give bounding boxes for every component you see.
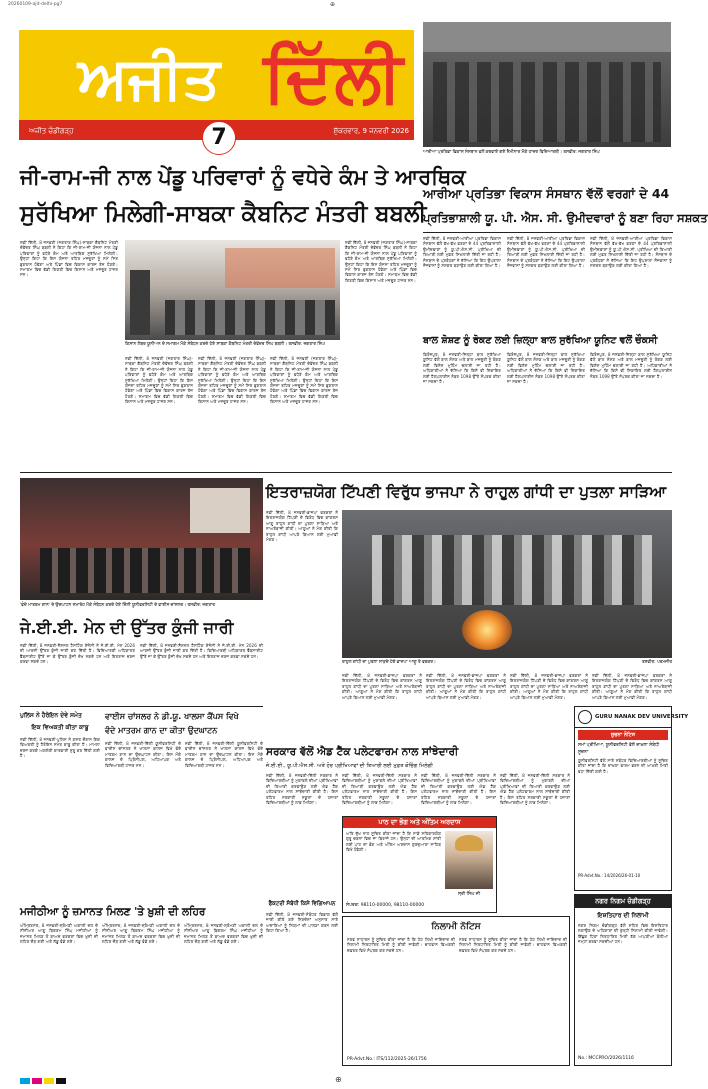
university-header xyxy=(575,707,689,728)
university-notice-title: ਸੂਚਨਾ ਨੋਟਿਸ xyxy=(578,730,668,740)
majithia-body-col-3: ਅੰਮ੍ਰਿਤਸਰ, 8 ਜਨਵਰੀ-ਸ਼੍ਰੋਮਣੀ ਅਕਾਲੀ ਦਲ ਦੇ ਸੀਨੀਅਰ ਆਗੂ ਬਿਕਰਮ ਸਿੰਘ ਮਜੀਠੀਆ ਨੂੰ ਜ਼ਮਾਨਤ ਮਿਲਣ ਤੋਂ ਬਾਅਦ ਵਰਕਰਾਂ ਵਿਚ ਖ਼ੁਸ਼ੀ ਦੀ ਲਹਿਰ ਦੌੜ ਗਈ ਅਤੇ ਲੱਡੂ ਵੰਡੇ ਗਏ। xyxy=(184,923,263,945)
govt-headline: ਸਰਕਾਰ ਵੱਲੋਂ ਐਡ ਟੈੱਕ ਪਲੇਟਫਾਰਮ ਨਾਲ ਸਾਂਝੇਦਾਰੀ xyxy=(266,746,459,758)
child-body-col-2: ਫ਼ਿਰੋਜ਼ਪੁਰ, 8 ਜਨਵਰੀ-ਜ਼ਿਲ੍ਹਾ ਬਾਲ ਸੁਰੱਖਿਆ ਯੂਨਿਟ ਵੱਲੋਂ ਬਾਲ ਸ਼ੋਸ਼ਣ ਅਤੇ ਬਾਲ ਮਜ਼ਦੂਰੀ ਨੂੰ ਰੋਕਣ ਲਈ ਵਿਸ਼ੇਸ਼ ਮੁਹਿੰਮ ਚਲਾਈ ਜਾ ਰਹੀ ਹੈ। ਅਧਿਕਾਰੀਆਂ ਨੇ ਦੱਸਿਆ ਕਿ ਕਿਸੇ ਵੀ ਸ਼ਿਕਾਇਤ ਲਈ ਹੈਲਪਲਾਈਨ ਨੰਬਰ 1098 ਉੱਤੇ ਸੰਪਰਕ ਕੀਤਾ ਜਾ ਸਕਦਾ ਹੈ। xyxy=(507,352,585,385)
nagar-nigam-body: ਨਗਰ ਨਿਗਮ ਚੰਡੀਗੜ੍ਹ ਵੱਲੋਂ ਸ਼ਹਿਰ ਵਿਚ ਇਸ਼ਤਿਹਾਰ ਲਗਾਉਣ ਦੇ ਅਧਿਕਾਰਾਂ ਦੀ ਖੁੱਲ੍ਹੀ ਨਿਲਾਮੀ ਕੀਤੀ ਜਾਵੇਗੀ। ਇੱਛੁਕ ਧਿਰਾਂ ਨਿਰਧਾਰਿਤ ਮਿਤੀ ਤੱਕ ਆਪਣੀਆਂ ਬੋਲੀਆਂ ਜਮ੍ਹਾਂ ਕਰਵਾ ਸਕਦੀਆਂ ਹਨ। xyxy=(578,923,668,945)
govt-body-col-2: ਨਵੀਂ ਦਿੱਲੀ, 8 ਜਨਵਰੀ-ਦਿੱਲੀ ਸਰਕਾਰ ਨੇ ਵਿਦਿਆਰਥੀਆਂ ਨੂੰ ਮੁਕਾਬਲੇ ਦੀਆਂ ਪ੍ਰੀਖਿਆਵਾਂ ਦੀ ਤਿਆਰੀ ਕਰਵਾਉਣ ਲਈ ਐਡ ਟੈੱਕ ਪਲੇਟਫਾਰਮ ਨਾਲ ਸਾਂਝੇਦਾਰੀ ਕੀਤੀ ਹੈ। ਇਸ ਤਹਿਤ ਸਰਕਾਰੀ ਸਕੂਲਾਂ ਦੇ ਹਜ਼ਾਰਾਂ ਵਿਦਿਆਰਥੀਆਂ ਨੂੰ ਲਾਭ ਮਿਲੇਗਾ। xyxy=(342,773,417,806)
protest-photo-caption: ਰਾਹੁਲ ਗਾਂਧੀ ਦਾ ਪੁਤਲਾ ਸਾੜਦੇ ਹੋਏ ਭਾਜਪਾ ਆਗੂ ਤੇ ਵਰਕਰ। xyxy=(342,660,436,665)
lead-body-col-5: ਨਵੀਂ ਦਿੱਲੀ, 8 ਜਨਵਰੀ (ਜਗਤਾਰ ਸਿੰਘ)-ਸਾਬਕਾ ਕੈਬਨਿਟ ਮੰਤਰੀ ਦੇਵੇਂਦਰ ਸਿੰਘ ਬਬਲੀ ਨੇ ਕਿਹਾ ਕਿ ਜੀ-ਰਾਮ-ਜੀ ਯੋਜਨਾ ਨਾਲ ਪੇਂਡੂ ਪਰਿਵਾਰਾਂ ਨੂੰ ਵਧੇਰੇ ਕੰਮ ਅਤੇ ਆਰਥਿਕ ਸੁਰੱਖਿਆ ਮਿਲੇਗੀ। ਉਨ੍ਹਾਂ ਕਿਹਾ ਕਿ ਇਸ ਯੋਜਨਾ ਤਹਿਤ ਮਜ਼ਦੂਰਾਂ ਨੂੰ ਸਮੇਂ ਸਿਰ ਭੁਗਤਾਨ ਹੋਵੇਗਾ ਅਤੇ ਪਿੰਡਾਂ ਵਿਚ ਵਿਕਾਸ ਕਾਰਜ ਤੇਜ਼ ਹੋਣਗੇ। ਸਮਾਗਮ ਵਿਚ ਵੱਡੀ ਗਿਣਤੀ ਵਿਚ ਕਿਸਾਨ ਅਤੇ ਮਜ਼ਦੂਰ ਹਾਜ਼ਰ ਸਨ। xyxy=(345,240,417,283)
majithia-headline: ਮਜੀਠੀਆ ਨੂੰ ਜ਼ਮਾਨਤ ਮਿਲਣ 'ਤੇ ਖ਼ੁਸ਼ੀ ਦੀ ਲਹਿਰ xyxy=(20,906,206,918)
print-slug: 20260109-ajit-delhi-pg7 xyxy=(8,2,63,7)
arya-headline-line-1: ਆਰੀਆ ਪ੍ਰਤਿਭਾ ਵਿਕਾਸ ਸੰਸਥਾਨ ਵੱਲੋਂ ਵਰਗਾਂ ਦੇ 44 xyxy=(423,186,670,201)
tribute-portrait xyxy=(445,831,493,889)
classroom-photo-caption: ਆਰੀਆ ਪ੍ਰਤਿਭਾ ਵਿਕਾਸ ਸੰਸਥਾਨ ਵਲੋਂ ਕਰਵਾਏ ਗਏ ਸੈਮੀਨਾਰ ਮੌਕੇ ਹਾਜ਼ਰ ਵਿਦਿਆਰਥੀ। ਤਸਵੀਰ: ਜਗਤਾਰ ਸਿੰਘ xyxy=(423,150,600,155)
tribute-name: ਸ੍ਰੀ ਸਿੰਘ ਜੀ xyxy=(457,892,481,897)
police-body: ਨਵੀਂ ਦਿੱਲੀ, 8 ਜਨਵਰੀ-ਪੁਲਿਸ ਨੇ ਗਸ਼ਤ ਦੌਰਾਨ ਇਕ ਵਿਅਕਤੀ ਨੂੰ ਹੈਰੋਇਨ ਸਮੇਤ ਕਾਬੂ ਕੀਤਾ ਹੈ। ਮਾਮਲਾ ਦਰਜ ਕਰਕੇ ਅਗਲੇਰੀ ਕਾਰਵਾਈ ਸ਼ੁਰੂ ਕਰ ਦਿੱਤੀ ਗਈ ਹੈ। xyxy=(20,737,100,759)
govt-subhead: ਜੇ.ਈ.ਈ., ਯੂ.ਪੀ.ਐਸ.ਸੀ. ਅਤੇ ਹੋਰ ਪ੍ਰੀਖਿਆਵਾਂ ਦੀ ਤਿਆਰੀ ਲਈ ਮੁਫ਼ਤ ਕੋਚਿੰਗ ਮਿਲੇਗੀ xyxy=(266,763,433,769)
masthead-left-title: ਅਜੀਤ xyxy=(77,44,221,112)
arya-body-col-1: ਨਵੀਂ ਦਿੱਲੀ, 8 ਜਨਵਰੀ-ਆਰੀਆ ਪ੍ਰਤਿਭਾ ਵਿਕਾਸ ਸੰਸਥਾਨ ਵੱਲੋਂ ਵੱਖ-ਵੱਖ ਵਰਗਾਂ ਦੇ 44 ਪ੍ਰਤਿਭਾਸ਼ਾਲੀ ਉਮੀਦਵਾਰਾਂ ਨੂੰ ਯੂ.ਪੀ.ਐਸ.ਸੀ. ਪ੍ਰੀਖਿਆ ਦੀ ਤਿਆਰੀ ਲਈ ਮੁਫ਼ਤ ਸਿਖਲਾਈ ਦਿੱਤੀ ਜਾ ਰਹੀ ਹੈ। ਸੰਸਥਾਨ ਦੇ ਪ੍ਰਬੰਧਕਾਂ ਨੇ ਦੱਸਿਆ ਕਿ ਇਹ ਉਪਰਾਲਾ ਨੌਜਵਾਨਾਂ ਨੂੰ ਸਸ਼ਕਤ ਬਣਾਉਣ ਲਈ ਕੀਤਾ ਗਿਆ ਹੈ। xyxy=(423,236,501,269)
university-ref: PR-Advt.No.: 14/2026/26-01-10 xyxy=(578,873,641,878)
lead-headline-line-2: ਸੁਰੱਖਿਆ ਮਿਲੇਗੀ-ਸਾਬਕਾ ਕੈਬਨਿਟ ਮੰਤਰੀ ਬਬਲੀ xyxy=(20,201,427,227)
section-rule-2 xyxy=(20,706,263,707)
jee-body-col-1: ਨਵੀਂ ਦਿੱਲੀ, 8 ਜਨਵਰੀ-ਨੈਸ਼ਨਲ ਟੈਸਟਿੰਗ ਏਜੰਸੀ ਨੇ ਜੇ.ਈ.ਈ. ਮੇਨ 2026 ਦੀ ਆਰਜ਼ੀ ਉੱਤਰ ਕੁੰਜੀ ਜਾਰੀ ਕਰ ਦਿੱਤੀ ਹੈ। ਵਿਦਿਆਰਥੀ ਅਧਿਕਾਰਤ ਵੈੱਬਸਾਈਟ ਉੱਤੇ ਜਾ ਕੇ ਉੱਤਰ ਕੁੰਜੀ ਦੇਖ ਸਕਦੇ ਹਨ ਅਤੇ ਇਤਰਾਜ਼ ਦਰਜ ਕਰਵਾ ਸਕਦੇ ਹਨ। xyxy=(20,643,135,665)
protest-body-col-3: ਨਵੀਂ ਦਿੱਲੀ, 8 ਜਨਵਰੀ-ਭਾਜਪਾ ਵਰਕਰਾਂ ਨੇ ਇਤਰਾਜ਼ਯੋਗ ਟਿੱਪਣੀ ਦੇ ਵਿਰੋਧ ਵਿਚ ਕਾਂਗਰਸ ਆਗੂ ਰਾਹੁਲ ਗਾਂਧੀ ਦਾ ਪੁਤਲਾ ਸਾੜਿਆ ਅਤੇ ਨਾਅਰੇਬਾਜ਼ੀ ਕੀਤੀ। ਆਗੂਆਂ ਨੇ ਮੰਗ ਕੀਤੀ ਕਿ ਰਾਹੁਲ ਗਾਂਧੀ ਆਪਣੇ ਬਿਆਨ ਲਈ ਮੁਆਫ਼ੀ ਮੰਗਣ। xyxy=(426,673,506,700)
university-body: ਯੂਨੀਵਰਸਿਟੀ ਵੱਲੋਂ ਸਾਰੇ ਸਬੰਧਤ ਵਿਦਿਆਰਥੀਆਂ ਨੂੰ ਸੂਚਿਤ ਕੀਤਾ ਜਾਂਦਾ ਹੈ ਕਿ ਦਾਖ਼ਲਾ ਫਾਰਮ ਭਰਨ ਦੀ ਆਖ਼ਰੀ ਮਿਤੀ ਵਧਾ ਦਿੱਤੀ ਗਈ ਹੈ। xyxy=(578,758,668,774)
masthead xyxy=(19,30,414,150)
lead-headline-line-1: ਜੀ-ਰਾਮ-ਜੀ ਨਾਲ ਪੇਂਡੂ ਪਰਿਵਾਰਾਂ ਨੂੰ ਵਧੇਰੇ ਕੰਮ ਤੇ ਆਰਥਿਕ xyxy=(20,165,466,189)
lead-body-col-4: ਨਵੀਂ ਦਿੱਲੀ, 8 ਜਨਵਰੀ (ਜਗਤਾਰ ਸਿੰਘ)-ਸਾਬਕਾ ਕੈਬਨਿਟ ਮੰਤਰੀ ਦੇਵੇਂਦਰ ਸਿੰਘ ਬਬਲੀ ਨੇ ਕਿਹਾ ਕਿ ਜੀ-ਰਾਮ-ਜੀ ਯੋਜਨਾ ਨਾਲ ਪੇਂਡੂ ਪਰਿਵਾਰਾਂ ਨੂੰ ਵਧੇਰੇ ਕੰਮ ਅਤੇ ਆਰਥਿਕ ਸੁਰੱਖਿਆ ਮਿਲੇਗੀ। ਉਨ੍ਹਾਂ ਕਿਹਾ ਕਿ ਇਸ ਯੋਜਨਾ ਤਹਿਤ ਮਜ਼ਦੂਰਾਂ ਨੂੰ ਸਮੇਂ ਸਿਰ ਭੁਗਤਾਨ ਹੋਵੇਗਾ ਅਤੇ ਪਿੰਡਾਂ ਵਿਚ ਵਿਕਾਸ ਕਾਰਜ ਤੇਜ਼ ਹੋਣਗੇ। ਸਮਾਗਮ ਵਿਚ ਵੱਡੀ ਗਿਣਤੀ ਵਿਚ ਕਿਸਾਨ ਅਤੇ ਮਜ਼ਦੂਰ ਹਾਜ਼ਰ ਸਨ। xyxy=(270,356,338,405)
lead-body-col-3: ਨਵੀਂ ਦਿੱਲੀ, 8 ਜਨਵਰੀ (ਜਗਤਾਰ ਸਿੰਘ)-ਸਾਬਕਾ ਕੈਬਨਿਟ ਮੰਤਰੀ ਦੇਵੇਂਦਰ ਸਿੰਘ ਬਬਲੀ ਨੇ ਕਿਹਾ ਕਿ ਜੀ-ਰਾਮ-ਜੀ ਯੋਜਨਾ ਨਾਲ ਪੇਂਡੂ ਪਰਿਵਾਰਾਂ ਨੂੰ ਵਧੇਰੇ ਕੰਮ ਅਤੇ ਆਰਥਿਕ ਸੁਰੱਖਿਆ ਮਿਲੇਗੀ। ਉਨ੍ਹਾਂ ਕਿਹਾ ਕਿ ਇਸ ਯੋਜਨਾ ਤਹਿਤ ਮਜ਼ਦੂਰਾਂ ਨੂੰ ਸਮੇਂ ਸਿਰ ਭੁਗਤਾਨ ਹੋਵੇਗਾ ਅਤੇ ਪਿੰਡਾਂ ਵਿਚ ਵਿਕਾਸ ਕਾਰਜ ਤੇਜ਼ ਹੋਣਗੇ। ਸਮਾਗਮ ਵਿਚ ਵੱਡੀ ਗਿਣਤੀ ਵਿਚ ਕਿਸਾਨ ਅਤੇ ਮਜ਼ਦੂਰ ਹਾਜ਼ਰ ਸਨ। xyxy=(198,356,266,405)
nagar-nigam-ad xyxy=(574,894,672,1066)
vc-headline-line-2: ਵੰਦੇ ਮਾਤਰਮ ਗਾਨ ਦਾ ਕੀਤਾ ਉਦਘਾਟਨ xyxy=(105,726,218,735)
child-body-col-3: ਫ਼ਿਰੋਜ਼ਪੁਰ, 8 ਜਨਵਰੀ-ਜ਼ਿਲ੍ਹਾ ਬਾਲ ਸੁਰੱਖਿਆ ਯੂਨਿਟ ਵੱਲੋਂ ਬਾਲ ਸ਼ੋਸ਼ਣ ਅਤੇ ਬਾਲ ਮਜ਼ਦੂਰੀ ਨੂੰ ਰੋਕਣ ਲਈ ਵਿਸ਼ੇਸ਼ ਮੁਹਿੰਮ ਚਲਾਈ ਜਾ ਰਹੀ ਹੈ। ਅਧਿਕਾਰੀਆਂ ਨੇ ਦੱਸਿਆ ਕਿ ਕਿਸੇ ਵੀ ਸ਼ਿਕਾਇਤ ਲਈ ਹੈਲਪਲਾਈਨ ਨੰਬਰ 1098 ਉੱਤੇ ਸੰਪਰਕ ਕੀਤਾ ਜਾ ਸਕਦਾ ਹੈ। xyxy=(590,352,672,379)
tribute-body: ਅਤਿ ਦੁੱਖ ਨਾਲ ਸੂਚਿਤ ਕੀਤਾ ਜਾਂਦਾ ਹੈ ਕਿ ਸਾਡੇ ਸਤਿਕਾਰਯੋਗ ਗੁਰੂ ਚਰਨਾਂ ਵਿਚ ਜਾ ਬਿਰਾਜੇ ਹਨ। ਉਨ੍ਹਾਂ ਦੀ ਆਤਮਿਕ ਸ਼ਾਂਤੀ ਲਈ ਪਾਠ ਦਾ ਭੋਗ ਅਤੇ ਅੰਤਿਮ ਅਰਦਾਸ ਗੁਰਦੁਆਰਾ ਸਾਹਿਬ ਵਿਖੇ ਹੋਵੇਗੀ। xyxy=(346,831,441,853)
color-registration-strip: ⊕ xyxy=(20,1078,660,1084)
majithia-body-col-1: ਅੰਮ੍ਰਿਤਸਰ, 8 ਜਨਵਰੀ-ਸ਼੍ਰੋਮਣੀ ਅਕਾਲੀ ਦਲ ਦੇ ਸੀਨੀਅਰ ਆਗੂ ਬਿਕਰਮ ਸਿੰਘ ਮਜੀਠੀਆ ਨੂੰ ਜ਼ਮਾਨਤ ਮਿਲਣ ਤੋਂ ਬਾਅਦ ਵਰਕਰਾਂ ਵਿਚ ਖ਼ੁਸ਼ੀ ਦੀ ਲਹਿਰ ਦੌੜ ਗਈ ਅਤੇ ਲੱਡੂ ਵੰਡੇ ਗਏ। xyxy=(20,923,98,945)
protest-body-col-1: ਨਵੀਂ ਦਿੱਲੀ, 8 ਜਨਵਰੀ-ਭਾਜਪਾ ਵਰਕਰਾਂ ਨੇ ਇਤਰਾਜ਼ਯੋਗ ਟਿੱਪਣੀ ਦੇ ਵਿਰੋਧ ਵਿਚ ਕਾਂਗਰਸ ਆਗੂ ਰਾਹੁਲ ਗਾਂਧੀ ਦਾ ਪੁਤਲਾ ਸਾੜਿਆ ਅਤੇ ਨਾਅਰੇਬਾਜ਼ੀ ਕੀਤੀ। ਆਗੂਆਂ ਨੇ ਮੰਗ ਕੀਤੀ ਕਿ ਰਾਹੁਲ ਗਾਂਧੀ ਆਪਣੇ ਬਿਆਨ ਲਈ ਮੁਆਫ਼ੀ ਮੰਗਣ। xyxy=(266,510,338,543)
majithia-body-col-2: ਅੰਮ੍ਰਿਤਸਰ, 8 ਜਨਵਰੀ-ਸ਼੍ਰੋਮਣੀ ਅਕਾਲੀ ਦਲ ਦੇ ਸੀਨੀਅਰ ਆਗੂ ਬਿਕਰਮ ਸਿੰਘ ਮਜੀਠੀਆ ਨੂੰ ਜ਼ਮਾਨਤ ਮਿਲਣ ਤੋਂ ਬਾਅਦ ਵਰਕਰਾਂ ਵਿਚ ਖ਼ੁਸ਼ੀ ਦੀ ਲਹਿਰ ਦੌੜ ਗਈ ਅਤੇ ਲੱਡੂ ਵੰਡੇ ਗਏ। xyxy=(102,923,180,945)
protest-photo-credit: ਤਸਵੀਰ: ਪਰਮਜੀਤ xyxy=(641,660,672,665)
child-headline: ਬਾਲ ਸ਼ੋਸ਼ਣ ਨੂੰ ਰੋਕਣ ਲਈ ਜ਼ਿਲ੍ਹਾ ਬਾਲ ਸੁਰੱਖਿਆ ਯੂਨਿਟ ਵਲੋਂ ਚੌਕਸੀ xyxy=(423,335,658,346)
protest-body-col-4: ਨਵੀਂ ਦਿੱਲੀ, 8 ਜਨਵਰੀ-ਭਾਜਪਾ ਵਰਕਰਾਂ ਨੇ ਇਤਰਾਜ਼ਯੋਗ ਟਿੱਪਣੀ ਦੇ ਵਿਰੋਧ ਵਿਚ ਕਾਂਗਰਸ ਆਗੂ ਰਾਹੁਲ ਗਾਂਧੀ ਦਾ ਪੁਤਲਾ ਸਾੜਿਆ ਅਤੇ ਨਾਅਰੇਬਾਜ਼ੀ ਕੀਤੀ। ਆਗੂਆਂ ਨੇ ਮੰਗ ਕੀਤੀ ਕਿ ਰਾਹੁਲ ਗਾਂਧੀ ਆਪਣੇ ਬਿਆਨ ਲਈ ਮੁਆਫ਼ੀ ਮੰਗਣ। xyxy=(510,673,588,700)
lead-photo xyxy=(125,240,340,340)
child-body-col-1: ਫ਼ਿਰੋਜ਼ਪੁਰ, 8 ਜਨਵਰੀ-ਜ਼ਿਲ੍ਹਾ ਬਾਲ ਸੁਰੱਖਿਆ ਯੂਨਿਟ ਵੱਲੋਂ ਬਾਲ ਸ਼ੋਸ਼ਣ ਅਤੇ ਬਾਲ ਮਜ਼ਦੂਰੀ ਨੂੰ ਰੋਕਣ ਲਈ ਵਿਸ਼ੇਸ਼ ਮੁਹਿੰਮ ਚਲਾਈ ਜਾ ਰਹੀ ਹੈ। ਅਧਿਕਾਰੀਆਂ ਨੇ ਦੱਸਿਆ ਕਿ ਕਿਸੇ ਵੀ ਸ਼ਿਕਾਇਤ ਲਈ ਹੈਲਪਲਾਈਨ ਨੰਬਰ 1098 ਉੱਤੇ ਸੰਪਰਕ ਕੀਤਾ ਜਾ ਸਕਦਾ ਹੈ। xyxy=(423,352,501,385)
nagar-nigam-subtitle: ਇਸ਼ਤਿਹਾਰ ਦੀ ਨਿਲਾਮੀ xyxy=(597,912,649,919)
vc-body-col-2: ਨਵੀਂ ਦਿੱਲੀ, 8 ਜਨਵਰੀ-ਦਿੱਲੀ ਯੂਨੀਵਰਸਿਟੀ ਦੇ ਵਾਈਸ ਚਾਂਸਲਰ ਨੇ ਖਾਲਸਾ ਕਾਲਜ ਵਿਖੇ ਵੰਦੇ ਮਾਤਰਮ ਗਾਨ ਦਾ ਉਦਘਾਟਨ ਕੀਤਾ। ਇਸ ਮੌਕੇ ਕਾਲਜ ਦੇ ਪ੍ਰਿੰਸੀਪਲ, ਅਧਿਆਪਕ ਅਤੇ ਵਿਦਿਆਰਥੀ ਹਾਜ਼ਰ ਸਨ। xyxy=(185,741,263,768)
notice-ref: PR-Advt.No.: ITS/112/2025-26/1756 xyxy=(347,1057,427,1062)
university-logo-icon xyxy=(578,710,592,724)
university-ad xyxy=(574,706,689,891)
arya-body-col-3: ਨਵੀਂ ਦਿੱਲੀ, 8 ਜਨਵਰੀ-ਆਰੀਆ ਪ੍ਰਤਿਭਾ ਵਿਕਾਸ ਸੰਸਥਾਨ ਵੱਲੋਂ ਵੱਖ-ਵੱਖ ਵਰਗਾਂ ਦੇ 44 ਪ੍ਰਤਿਭਾਸ਼ਾਲੀ ਉਮੀਦਵਾਰਾਂ ਨੂੰ ਯੂ.ਪੀ.ਐਸ.ਸੀ. ਪ੍ਰੀਖਿਆ ਦੀ ਤਿਆਰੀ ਲਈ ਮੁਫ਼ਤ ਸਿਖਲਾਈ ਦਿੱਤੀ ਜਾ ਰਹੀ ਹੈ। ਸੰਸਥਾਨ ਦੇ ਪ੍ਰਬੰਧਕਾਂ ਨੇ ਦੱਸਿਆ ਕਿ ਇਹ ਉਪਰਾਲਾ ਨੌਜਵਾਨਾਂ ਨੂੰ ਸਸ਼ਕਤ ਬਣਾਉਣ ਲਈ ਕੀਤਾ ਗਿਆ ਹੈ। xyxy=(590,236,672,269)
arya-body-col-2: ਨਵੀਂ ਦਿੱਲੀ, 8 ਜਨਵਰੀ-ਆਰੀਆ ਪ੍ਰਤਿਭਾ ਵਿਕਾਸ ਸੰਸਥਾਨ ਵੱਲੋਂ ਵੱਖ-ਵੱਖ ਵਰਗਾਂ ਦੇ 44 ਪ੍ਰਤਿਭਾਸ਼ਾਲੀ ਉਮੀਦਵਾਰਾਂ ਨੂੰ ਯੂ.ਪੀ.ਐਸ.ਸੀ. ਪ੍ਰੀਖਿਆ ਦੀ ਤਿਆਰੀ ਲਈ ਮੁਫ਼ਤ ਸਿਖਲਾਈ ਦਿੱਤੀ ਜਾ ਰਹੀ ਹੈ। ਸੰਸਥਾਨ ਦੇ ਪ੍ਰਬੰਧਕਾਂ ਨੇ ਦੱਸਿਆ ਕਿ ਇਹ ਉਪਰਾਲਾ ਨੌਜਵਾਨਾਂ ਨੂੰ ਸਸ਼ਕਤ ਬਣਾਉਣ ਲਈ ਕੀਤਾ ਗਿਆ ਹੈ। xyxy=(507,236,585,269)
auction-notice xyxy=(342,916,570,1066)
police-headline-line-1: ਪੁਲਿਸ ਨੇ ਹੈਰੋਇਨ ਦੇਵੇ ਸਮੇਤ xyxy=(20,712,82,719)
vc-headline-line-1: ਵਾਈਸ ਚਾਂਸਲਰ ਨੇ ਡੀ.ਯੂ. ਖਾਲਸਾ ਕੈਂਪਸ ਵਿਖੇ xyxy=(105,712,239,721)
classroom-photo xyxy=(423,22,671,147)
jee-headline: ਜੇ.ਈ.ਈ. ਮੇਨ ਦੀ ਉੱਤਰ ਕੁੰਜੀ ਜਾਰੀ xyxy=(20,618,234,637)
arya-rule xyxy=(423,232,673,233)
nagar-nigam-ref: No.: MCCPRO/2026/1116 xyxy=(578,1056,634,1061)
vande-mataram-caption: 'ਵੰਦੇ ਮਾਤਰਮ ਗਾਨ' ਦੇ ਉਦਘਾਟਨ ਸਮਾਰੋਹ ਮੌਕੇ ਸੰਬੋਧਨ ਕਰਦੇ ਹੋਏ ਦਿੱਲੀ ਯੂਨੀਵਰਸਿਟੀ ਦੇ ਵਾਈਸ ਚਾਂਸਲਰ। ਤਸਵੀਰ: ਜਗਤਾਰ xyxy=(20,603,215,608)
section-rule-1 xyxy=(20,472,672,473)
govt-body-col-1: ਨਵੀਂ ਦਿੱਲੀ, 8 ਜਨਵਰੀ-ਦਿੱਲੀ ਸਰਕਾਰ ਨੇ ਵਿਦਿਆਰਥੀਆਂ ਨੂੰ ਮੁਕਾਬਲੇ ਦੀਆਂ ਪ੍ਰੀਖਿਆਵਾਂ ਦੀ ਤਿਆਰੀ ਕਰਵਾਉਣ ਲਈ ਐਡ ਟੈੱਕ ਪਲੇਟਫਾਰਮ ਨਾਲ ਸਾਂਝੇਦਾਰੀ ਕੀਤੀ ਹੈ। ਇਸ ਤਹਿਤ ਸਰਕਾਰੀ ਸਕੂਲਾਂ ਦੇ ਹਜ਼ਾਰਾਂ ਵਿਦਿਆਰਥੀਆਂ ਨੂੰ ਲਾਭ ਮਿਲੇਗਾ। xyxy=(266,773,338,806)
govt-body-col-4: ਨਵੀਂ ਦਿੱਲੀ, 8 ਜਨਵਰੀ-ਦਿੱਲੀ ਸਰਕਾਰ ਨੇ ਵਿਦਿਆਰਥੀਆਂ ਨੂੰ ਮੁਕਾਬਲੇ ਦੀਆਂ ਪ੍ਰੀਖਿਆਵਾਂ ਦੀ ਤਿਆਰੀ ਕਰਵਾਉਣ ਲਈ ਐਡ ਟੈੱਕ ਪਲੇਟਫਾਰਮ ਨਾਲ ਸਾਂਝੇਦਾਰੀ ਕੀਤੀ ਹੈ। ਇਸ ਤਹਿਤ ਸਰਕਾਰੀ ਸਕੂਲਾਂ ਦੇ ਹਜ਼ਾਰਾਂ ਵਿਦਿਆਰਥੀਆਂ ਨੂੰ ਲਾਭ ਮਿਲੇਗਾ। xyxy=(500,773,570,806)
tribute-title: ਪਾਠ ਦਾ ਭੋਗ ਅਤੇ ਅੰਤਿਮ ਅਰਦਾਸ xyxy=(343,817,496,828)
registration-mark: ⊕ xyxy=(330,1,336,8)
lead-photo-caption: ਕਿਸਾਨ ਲੇਬਰ ਯੂਨੀਅਨ ਦੇ ਸਮਾਗਮ ਮੌਕੇ ਸੰਬੋਧਨ ਕਰਦੇ ਹੋਏ ਸਾਬਕਾ ਕੈਬਨਿਟ ਮੰਤਰੀ ਦੇਵੇਂਦਰ ਸਿੰਘ ਬਬਲੀ। ਤਸਵੀਰ: ਜਗਤਾਰ ਸਿੰਘ xyxy=(125,342,325,347)
nagar-nigam-title: ਨਗਰ ਨਿਗਮ ਚੰਡੀਗੜ੍ਹ xyxy=(575,895,671,908)
police-headline-line-2: ਇਕ ਵਿਅਕਤੀ ਕੀਤਾ ਕਾਬੂ xyxy=(31,724,89,731)
tribute-ad xyxy=(342,816,497,913)
notice-title: ਨਿਲਾਮੀ ਨੋਟਿਸ xyxy=(431,922,481,932)
bottom-mid-body: ਨਵੀਂ ਦਿੱਲੀ, 8 ਜਨਵਰੀ-ਸੰਬੰਧਤ ਵਿਭਾਗ ਵੱਲੋਂ ਜਾਰੀ ਕੀਤੇ ਗਏ ਨਿਰਦੇਸ਼ਾਂ ਅਨੁਸਾਰ ਸਾਰੇ ਅਦਾਰਿਆਂ ਨੂੰ ਨਿਯਮਾਂ ਦੀ ਪਾਲਣਾ ਕਰਨ ਲਈ ਕਿਹਾ ਗਿਆ ਹੈ। xyxy=(266,912,338,934)
govt-body-col-3: ਨਵੀਂ ਦਿੱਲੀ, 8 ਜਨਵਰੀ-ਦਿੱਲੀ ਸਰਕਾਰ ਨੇ ਵਿਦਿਆਰਥੀਆਂ ਨੂੰ ਮੁਕਾਬਲੇ ਦੀਆਂ ਪ੍ਰੀਖਿਆਵਾਂ ਦੀ ਤਿਆਰੀ ਕਰਵਾਉਣ ਲਈ ਐਡ ਟੈੱਕ ਪਲੇਟਫਾਰਮ ਨਾਲ ਸਾਂਝੇਦਾਰੀ ਕੀਤੀ ਹੈ। ਇਸ ਤਹਿਤ ਸਰਕਾਰੀ ਸਕੂਲਾਂ ਦੇ ਹਜ਼ਾਰਾਂ ਵਿਦਿਆਰਥੀਆਂ ਨੂੰ ਲਾਭ ਮਿਲੇਗਾ। xyxy=(421,773,496,806)
masthead-date: ਸ਼ੁੱਕਰਵਾਰ, 9 ਜਨਵਰੀ 2026 xyxy=(333,127,409,135)
protest-photo xyxy=(342,510,672,658)
notice-body-col-1: ਸਰਵ ਸਾਧਾਰਨ ਨੂੰ ਸੂਚਿਤ ਕੀਤਾ ਜਾਂਦਾ ਹੈ ਕਿ ਹੇਠ ਲਿਖੀ ਜਾਇਦਾਦ ਦੀ ਨਿਲਾਮੀ ਨਿਰਧਾਰਿਤ ਮਿਤੀ ਨੂੰ ਕੀਤੀ ਜਾਵੇਗੀ। ਚਾਹਵਾਨ ਵਿਅਕਤੀ ਦਫ਼ਤਰ ਵਿਖੇ ਸੰਪਰਕ ਕਰ ਸਕਦੇ ਹਨ। xyxy=(347,937,455,953)
bottom-mid-headline: ਫੈਕਟਰੀ ਸੰਬੰਧੀ ਕਿਸੇ ਵਿਗਿਆਪਨ xyxy=(268,901,336,907)
vande-mataram-photo xyxy=(20,478,263,600)
tribute-contact: ਸੰਪਰਕ: 98110-00000, 98110-00000 xyxy=(346,903,425,908)
notice-body-col-2: ਸਰਵ ਸਾਧਾਰਨ ਨੂੰ ਸੂਚਿਤ ਕੀਤਾ ਜਾਂਦਾ ਹੈ ਕਿ ਹੇਠ ਲਿਖੀ ਜਾਇਦਾਦ ਦੀ ਨਿਲਾਮੀ ਨਿਰਧਾਰਿਤ ਮਿਤੀ ਨੂੰ ਕੀਤੀ ਜਾਵੇਗੀ। ਚਾਹਵਾਨ ਵਿਅਕਤੀ ਦਫ਼ਤਰ ਵਿਖੇ ਸੰਪਰਕ ਕਰ ਸਕਦੇ ਹਨ। xyxy=(459,937,567,953)
protest-body-col-5: ਨਵੀਂ ਦਿੱਲੀ, 8 ਜਨਵਰੀ-ਭਾਜਪਾ ਵਰਕਰਾਂ ਨੇ ਇਤਰਾਜ਼ਯੋਗ ਟਿੱਪਣੀ ਦੇ ਵਿਰੋਧ ਵਿਚ ਕਾਂਗਰਸ ਆਗੂ ਰਾਹੁਲ ਗਾਂਧੀ ਦਾ ਪੁਤਲਾ ਸਾੜਿਆ ਅਤੇ ਨਾਅਰੇਬਾਜ਼ੀ ਕੀਤੀ। ਆਗੂਆਂ ਨੇ ਮੰਗ ਕੀਤੀ ਕਿ ਰਾਹੁਲ ਗਾਂਧੀ ਆਪਣੇ ਬਿਆਨ ਲਈ ਮੁਆਫ਼ੀ ਮੰਗਣ। xyxy=(592,673,672,700)
vc-body-col-1: ਨਵੀਂ ਦਿੱਲੀ, 8 ਜਨਵਰੀ-ਦਿੱਲੀ ਯੂਨੀਵਰਸਿਟੀ ਦੇ ਵਾਈਸ ਚਾਂਸਲਰ ਨੇ ਖਾਲਸਾ ਕਾਲਜ ਵਿਖੇ ਵੰਦੇ ਮਾਤਰਮ ਗਾਨ ਦਾ ਉਦਘਾਟਨ ਕੀਤਾ। ਇਸ ਮੌਕੇ ਕਾਲਜ ਦੇ ਪ੍ਰਿੰਸੀਪਲ, ਅਧਿਆਪਕ ਅਤੇ ਵਿਦਿਆਰਥੀ ਹਾਜ਼ਰ ਸਨ। xyxy=(105,741,181,768)
university-heading: ਸਮਾਂ ਪ੍ਰੀਖਿਆ, ਯੂਨੀਵਰਸਿਟੀ ਵੱਲੋਂ ਦਾਖ਼ਲਾ ਸੰਬੰਧੀ ਸੂਚਨਾ xyxy=(578,743,660,755)
page-number: 7 xyxy=(202,121,236,155)
jee-body-col-2: ਨਵੀਂ ਦਿੱਲੀ, 8 ਜਨਵਰੀ-ਨੈਸ਼ਨਲ ਟੈਸਟਿੰਗ ਏਜੰਸੀ ਨੇ ਜੇ.ਈ.ਈ. ਮੇਨ 2026 ਦੀ ਆਰਜ਼ੀ ਉੱਤਰ ਕੁੰਜੀ ਜਾਰੀ ਕਰ ਦਿੱਤੀ ਹੈ। ਵਿਦਿਆਰਥੀ ਅਧਿਕਾਰਤ ਵੈੱਬਸਾਈਟ ਉੱਤੇ ਜਾ ਕੇ ਉੱਤਰ ਕੁੰਜੀ ਦੇਖ ਸਕਦੇ ਹਨ ਅਤੇ ਇਤਰਾਜ਼ ਦਰਜ ਕਰਵਾ ਸਕਦੇ ਹਨ। xyxy=(140,643,263,659)
protest-body-col-2: ਨਵੀਂ ਦਿੱਲੀ, 8 ਜਨਵਰੀ-ਭਾਜਪਾ ਵਰਕਰਾਂ ਨੇ ਇਤਰਾਜ਼ਯੋਗ ਟਿੱਪਣੀ ਦੇ ਵਿਰੋਧ ਵਿਚ ਕਾਂਗਰਸ ਆਗੂ ਰਾਹੁਲ ਗਾਂਧੀ ਦਾ ਪੁਤਲਾ ਸਾੜਿਆ ਅਤੇ ਨਾਅਰੇਬਾਜ਼ੀ ਕੀਤੀ। ਆਗੂਆਂ ਨੇ ਮੰਗ ਕੀਤੀ ਕਿ ਰਾਹੁਲ ਗਾਂਧੀ ਆਪਣੇ ਬਿਆਨ ਲਈ ਮੁਆਫ਼ੀ ਮੰਗਣ। xyxy=(342,673,422,700)
university-title: GURU NANAK DEV UNIVERSITY xyxy=(595,714,689,720)
protest-headline: ਇਤਰਾਜ਼ਯੋਗ ਟਿੱਪਣੀ ਵਿਰੁੱਧ ਭਾਜਪਾ ਨੇ ਰਾਹੁਲ ਗਾਂਧੀ ਦਾ ਪੁਤਲਾ ਸਾੜਿਆ xyxy=(266,483,667,501)
masthead-right-title: ਦਿੱਲੀ xyxy=(263,36,405,118)
masthead-city: ਅਜੀਤ ਚੰਡੀਗੜ੍ਹ xyxy=(29,127,74,135)
lead-body-col-1: ਨਵੀਂ ਦਿੱਲੀ, 8 ਜਨਵਰੀ (ਜਗਤਾਰ ਸਿੰਘ)-ਸਾਬਕਾ ਕੈਬਨਿਟ ਮੰਤਰੀ ਦੇਵੇਂਦਰ ਸਿੰਘ ਬਬਲੀ ਨੇ ਕਿਹਾ ਕਿ ਜੀ-ਰਾਮ-ਜੀ ਯੋਜਨਾ ਨਾਲ ਪੇਂਡੂ ਪਰਿਵਾਰਾਂ ਨੂੰ ਵਧੇਰੇ ਕੰਮ ਅਤੇ ਆਰਥਿਕ ਸੁਰੱਖਿਆ ਮਿਲੇਗੀ। ਉਨ੍ਹਾਂ ਕਿਹਾ ਕਿ ਇਸ ਯੋਜਨਾ ਤਹਿਤ ਮਜ਼ਦੂਰਾਂ ਨੂੰ ਸਮੇਂ ਸਿਰ ਭੁਗਤਾਨ ਹੋਵੇਗਾ ਅਤੇ ਪਿੰਡਾਂ ਵਿਚ ਵਿਕਾਸ ਕਾਰਜ ਤੇਜ਼ ਹੋਣਗੇ। ਸਮਾਗਮ ਵਿਚ ਵੱਡੀ ਗਿਣਤੀ ਵਿਚ ਕਿਸਾਨ ਅਤੇ ਮਜ਼ਦੂਰ ਹਾਜ਼ਰ ਸਨ। xyxy=(20,240,118,278)
arya-headline-line-2: ਪ੍ਰਤਿਭਾਸ਼ਾਲੀ ਯੂ. ਪੀ. ਐਸ. ਸੀ. ਉਮੀਦਵਾਰਾਂ ਨੂੰ ਬਣਾ ਰਿਹਾ ਸਸ਼ਕਤ xyxy=(423,211,708,225)
lead-body-col-2: ਨਵੀਂ ਦਿੱਲੀ, 8 ਜਨਵਰੀ (ਜਗਤਾਰ ਸਿੰਘ)-ਸਾਬਕਾ ਕੈਬਨਿਟ ਮੰਤਰੀ ਦੇਵੇਂਦਰ ਸਿੰਘ ਬਬਲੀ ਨੇ ਕਿਹਾ ਕਿ ਜੀ-ਰਾਮ-ਜੀ ਯੋਜਨਾ ਨਾਲ ਪੇਂਡੂ ਪਰਿਵਾਰਾਂ ਨੂੰ ਵਧੇਰੇ ਕੰਮ ਅਤੇ ਆਰਥਿਕ ਸੁਰੱਖਿਆ ਮਿਲੇਗੀ। ਉਨ੍ਹਾਂ ਕਿਹਾ ਕਿ ਇਸ ਯੋਜਨਾ ਤਹਿਤ ਮਜ਼ਦੂਰਾਂ ਨੂੰ ਸਮੇਂ ਸਿਰ ਭੁਗਤਾਨ ਹੋਵੇਗਾ ਅਤੇ ਪਿੰਡਾਂ ਵਿਚ ਵਿਕਾਸ ਕਾਰਜ ਤੇਜ਼ ਹੋਣਗੇ। ਸਮਾਗਮ ਵਿਚ ਵੱਡੀ ਗਿਣਤੀ ਵਿਚ ਕਿਸਾਨ ਅਤੇ ਮਜ਼ਦੂਰ ਹਾਜ਼ਰ ਸਨ। xyxy=(125,356,193,405)
